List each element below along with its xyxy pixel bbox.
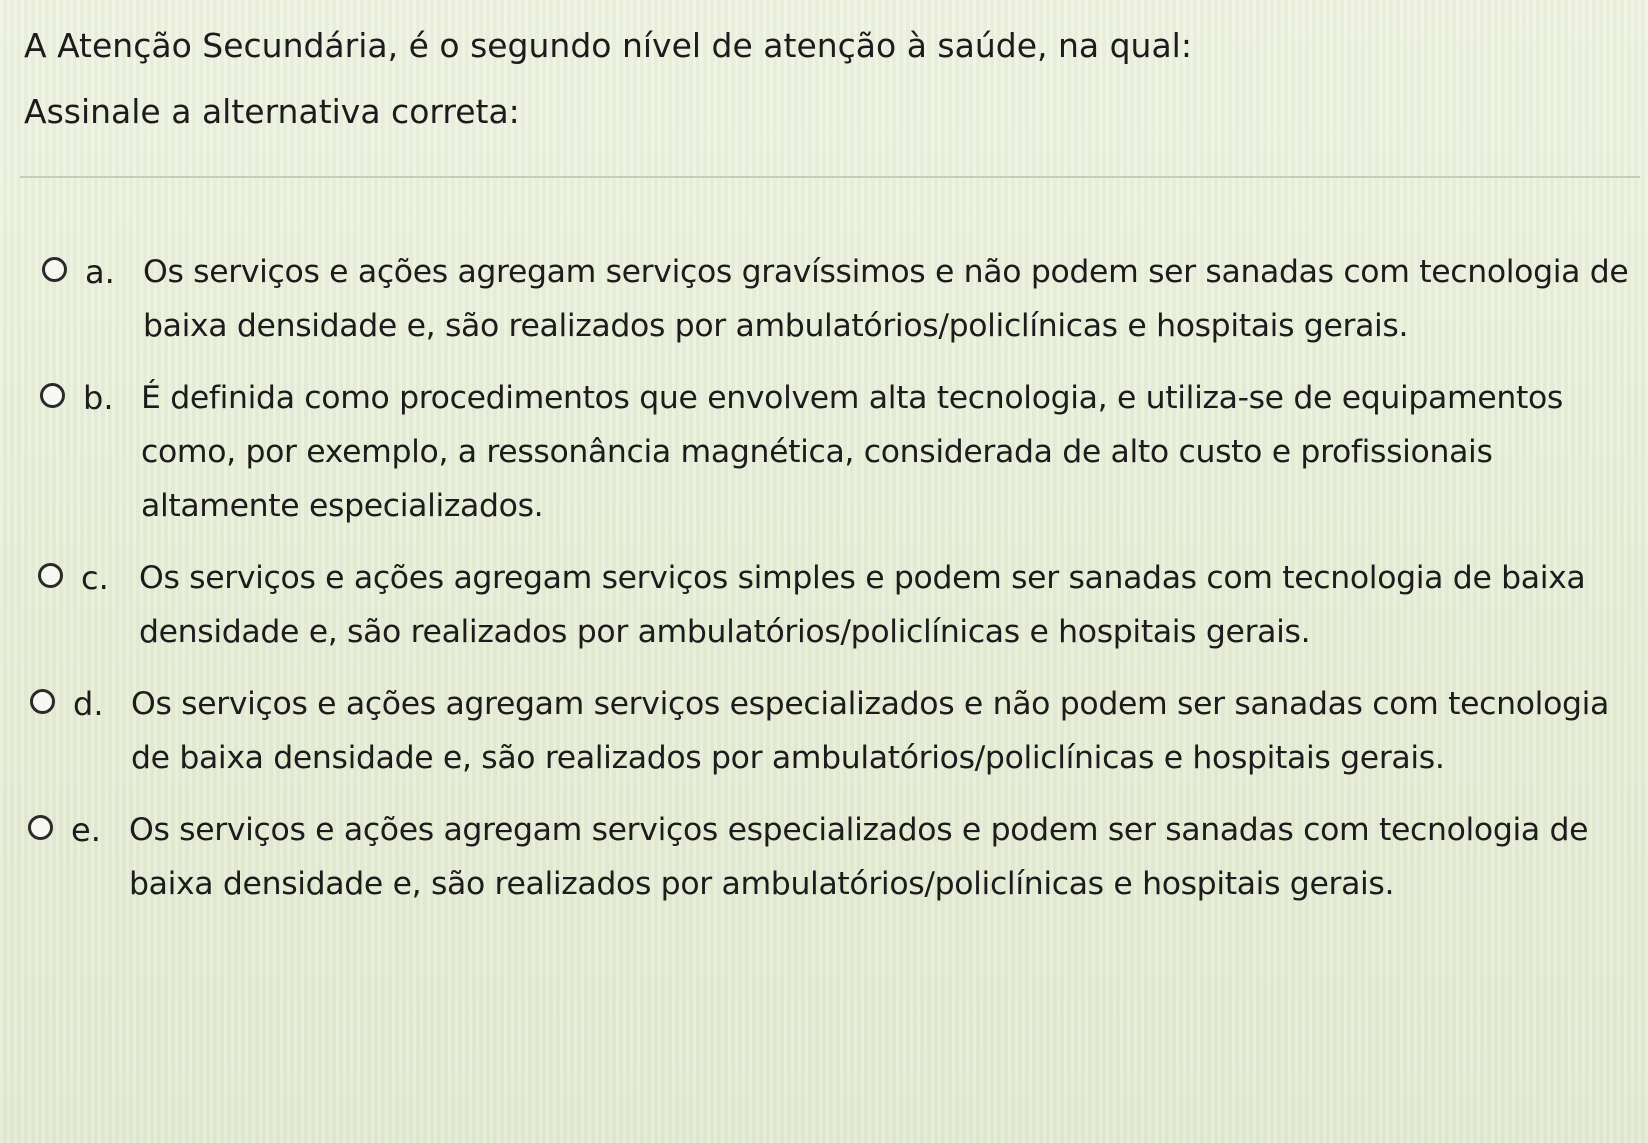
option-e-letter: e. xyxy=(71,811,101,849)
option-a[interactable] xyxy=(42,245,1638,353)
option-d[interactable] xyxy=(30,677,1638,785)
option-e[interactable] xyxy=(28,803,1638,911)
option-c-text: Os serviços e ações agregam serviços simples e podem ser sanadas com tecnologia de baixa densidade e, são realizados por ambulatórios/policlínicas e hospitais gerais. xyxy=(139,560,1586,650)
option-d-text: Os serviços e ações agregam serviços especializados e não podem ser sanadas com tecnologia de baixa densidade e, são realizados por ambulatórios/policlínicas e hospitais gerais. xyxy=(131,686,1610,776)
radio-button-a[interactable] xyxy=(42,257,67,282)
option-a-text: Os serviços e ações agregam serviços gravíssimos e não podem ser sanadas com tecnologia de baixa densidade e, são realizados por ambulatórios/policlínicas e hospitais gerais. xyxy=(143,254,1629,344)
answer-options-list xyxy=(38,245,1638,929)
radio-button-b[interactable] xyxy=(40,383,65,408)
option-a-letter: a. xyxy=(85,253,115,291)
option-c-letter: c. xyxy=(81,559,109,597)
radio-button-c[interactable] xyxy=(38,563,63,588)
divider xyxy=(20,176,1640,178)
option-b-text: É definida como procedimentos que envolvem alta tecnologia, e utiliza-se de equipamentos como, por exemplo, a ressonância magnética, considerada de alto custo e profissionais altamente especializados. xyxy=(141,380,1563,524)
option-b[interactable] xyxy=(40,371,1638,533)
radio-button-e[interactable] xyxy=(28,815,53,840)
option-b-letter: b. xyxy=(83,379,114,417)
radio-button-d[interactable] xyxy=(30,689,55,714)
option-e-text: Os serviços e ações agregam serviços especializados e podem ser sanadas com tecnologia de baixa densidade e, são realizados por ambulatórios/policlínicas e hospitais gerais. xyxy=(129,812,1589,902)
instruction-text: Assinale a alternativa correta: xyxy=(24,92,520,131)
option-c[interactable] xyxy=(38,551,1638,659)
option-d-letter: d. xyxy=(73,685,104,723)
question-text: A Atenção Secundária, é o segundo nível de atenção à saúde, na qual: xyxy=(24,26,1192,65)
